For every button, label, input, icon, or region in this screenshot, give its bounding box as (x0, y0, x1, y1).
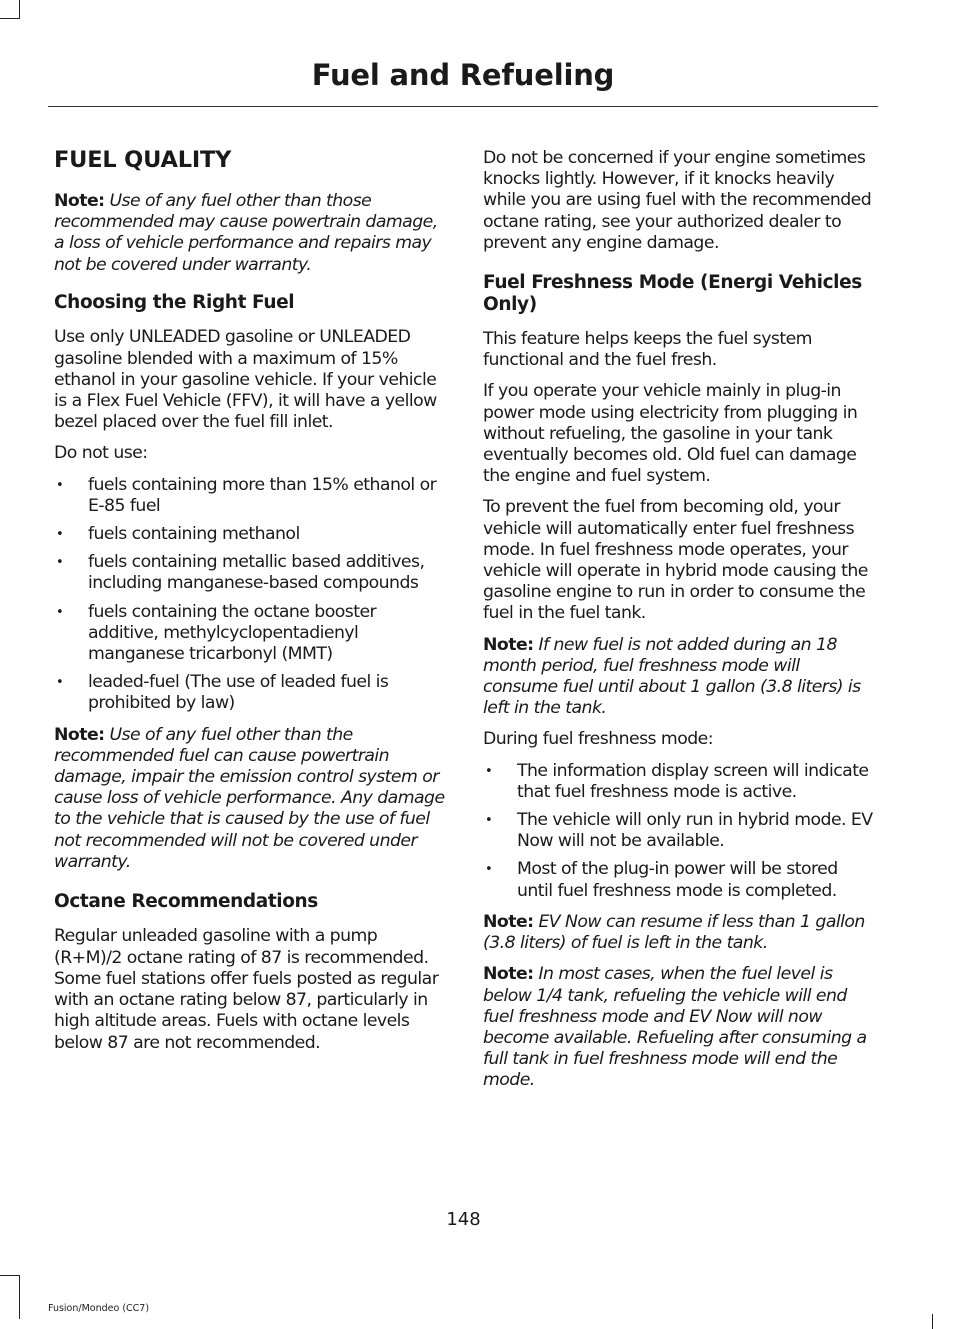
page-number: 148 (446, 1209, 481, 1230)
subheading-octane-recommendations: Octane Recommendations (54, 890, 318, 912)
paragraph-during-mode: During fuel freshness mode: (483, 729, 714, 750)
paragraph-unleaded: Use only UNLEADED gasoline or UNLEADED gasoline blended with a maximum of 15% ethanol in your gasoline vehicle. If your vehicle is a Flex Fuel Vehicle (FFV), it will have a yellow bezel placed over the fuel fill inlet. (54, 327, 437, 433)
note-warranty (54, 191, 446, 276)
note-18-month (483, 635, 875, 720)
footer-model-code: Fusion/Mondeo (CC7) (48, 1303, 150, 1314)
note-label: Note: (483, 911, 534, 932)
list-item: • fuels containing metallic based additives, including manganese-based compounds (54, 552, 446, 594)
list-item: • The vehicle will only run in hybrid mode. EV Now will not be available. (483, 810, 875, 852)
note-text: Use of any fuel other than the recommended fuel can cause powertrain damage, impair the emission control system or cause loss of vehicle performance. Any damage to the vehicle that is caused by the use of fuel not recommended will not be covered under warranty. (54, 724, 445, 872)
note-text: In most cases, when the fuel level is below 1/4 tank, refueling the vehicle will end fuel freshness mode and EV Now will now become available. Refueling after consuming a full tank in fuel freshness mode will end the mode. (483, 964, 867, 1091)
paragraph-feature: This feature helps keeps the fuel system functional and the fuel fresh. (483, 329, 812, 371)
crop-mark (19, 1275, 20, 1319)
note-label: Note: (54, 191, 105, 211)
note-text: If new fuel is not added during an 18 month period, fuel freshness mode will consume fuel until about 1 gallon (3.8 liters) is left in the tank. (483, 634, 861, 719)
list-item: • fuels containing the octane booster additive, methylcyclopentadienyl manganese tricarbonyl (MMT) (54, 602, 446, 666)
note-label: Note: (483, 634, 534, 655)
paragraph-prevent-old-fuel: To prevent the fuel from becoming old, your vehicle will automatically enter fuel freshness mode. In fuel freshness mode operates, your vehicle will operate in hybrid mode causing the gasoline engine to run in order to consume the fuel in the fuel tank. (483, 497, 868, 624)
note-ev-now-resume (483, 912, 875, 954)
page-title: Fuel and Refueling (311, 58, 615, 92)
subheading-fuel-freshness-mode: Fuel Freshness Mode (Energi Vehicles Only) (483, 272, 862, 315)
crop-mark (0, 1275, 20, 1276)
note-quarter-tank (483, 964, 875, 1091)
freshness-mode-list (483, 761, 875, 902)
section-heading-fuel-quality: FUEL QUALITY (54, 147, 232, 173)
list-item: • fuels containing methanol (54, 524, 446, 545)
crop-mark (0, 18, 20, 19)
paragraph-plug-in-mode: If you operate your vehicle mainly in plug-in power mode using electricity from plugging in without refueling, the gasoline in your tank eventually becomes old. Old fuel can damage the engine and fuel system. (483, 381, 858, 487)
left-column (54, 146, 446, 1064)
paragraph-engine-knock: Do not be concerned if your engine sometimes knocks lightly. However, if it knocks heavily while you are using fuel with the recommended octane rating, see your authorized dealer to prevent any engine damage. (483, 148, 872, 253)
crop-mark (19, 0, 20, 19)
list-item: • fuels containing more than 15% ethanol or E-85 fuel (54, 475, 446, 517)
right-column (483, 148, 875, 1102)
paragraph-do-not-use: Do not use: (54, 443, 148, 464)
note-text: Use of any fuel other than those recommended may cause powertrain damage, a loss of vehicle performance and repairs may not be covered under warranty. (54, 191, 438, 275)
do-not-use-list (54, 475, 446, 715)
subheading-choosing-right-fuel: Choosing the Right Fuel (54, 291, 295, 313)
note-label: Note: (483, 964, 534, 985)
title-divider (48, 106, 878, 107)
note-label: Note: (54, 724, 105, 745)
note-powertrain-damage (54, 725, 446, 873)
list-item: • The information display screen will indicate that fuel freshness mode is active. (483, 761, 875, 803)
crop-mark (932, 1314, 933, 1329)
list-item: • leaded-fuel (The use of leaded fuel is prohibited by law) (54, 672, 446, 714)
paragraph-octane: Regular unleaded gasoline with a pump (R+M)/2 octane rating of 87 is recommended. Some fuel stations offer fuels posted as regular with an octane rating below 87, particularly in high altitude areas. Fuels with octane levels below 87 are not recommended. (54, 926, 439, 1053)
note-text: EV Now can resume if less than 1 gallon (3.8 liters) of fuel is left in the tank. (483, 911, 865, 954)
list-item: • Most of the plug-in power will be stored until fuel freshness mode is completed. (483, 859, 875, 901)
